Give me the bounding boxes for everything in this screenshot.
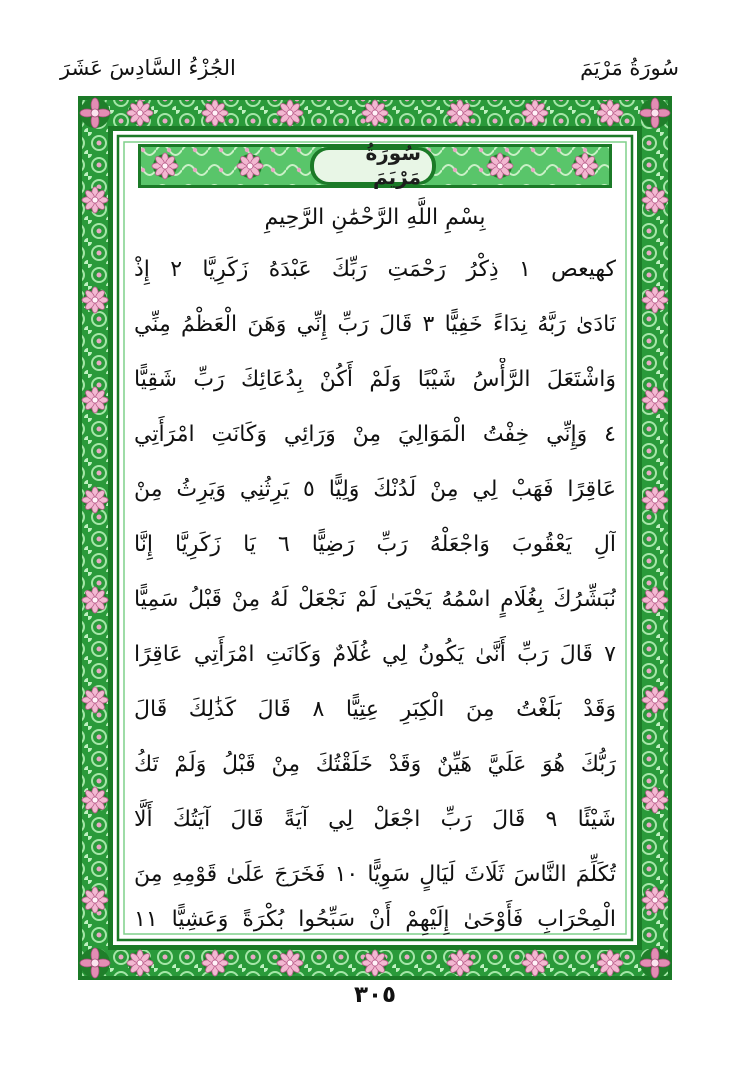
verse-line-12: تُكَلِّمَ النَّاسَ ثَلَاثَ لَيَالٍ سَوِيًّا ١٠ فَخَرَجَ عَلَىٰ قَوْمِهِ مِنَ (134, 862, 616, 887)
verse-line-8: ٧ قَالَ رَبِّ أَنَّىٰ يَكُونُ لِي غُلَامٌ وَكَانَتِ امْرَأَتِي عَاقِرًا (134, 642, 616, 667)
page-number: ٣٠٥ (353, 982, 397, 1008)
verse-line-4: ٤ وَإِنِّي خِفْتُ الْمَوَالِيَ مِنْ وَرَائِي وَكَانَتِ امْرَأَتِي (134, 422, 616, 447)
basmala: بِسْمِ اللَّهِ الرَّحْمَٰنِ الرَّحِيمِ (264, 205, 486, 230)
verse-line-1: كهيعص ١ ذِكْرُ رَحْمَتِ رَبِّكَ عَبْدَهُ زَكَرِيَّا ٢ إِذْ (134, 257, 616, 282)
surah-title: سُورَةُ مَرْيَمَ (365, 141, 421, 189)
verse-line-7: نُبَشِّرُكَ بِغُلَامٍ اسْمُهُ يَحْيَىٰ لَمْ نَجْعَلْ لَهُ مِنْ قَبْلُ سَمِيًّا (134, 587, 616, 612)
verse-line-13: الْمِحْرَابِ فَأَوْحَىٰ إِلَيْهِمْ أَنْ سَبِّحُوا بُكْرَةً وَعَشِيًّا ١١ (134, 907, 616, 932)
verse-line-2: نَادَىٰ رَبَّهُ نِدَاءً خَفِيًّا ٣ قَالَ رَبِّ إِنِّي وَهَنَ الْعَظْمُ مِنِّي (134, 312, 616, 337)
verse-line-3: وَاشْتَعَلَ الرَّأْسُ شَيْبًا وَلَمْ أَكُنْ بِدُعَائِكَ رَبِّ شَقِيًّا (134, 367, 616, 392)
verse-line-5: عَاقِرًا فَهَبْ لِي مِنْ لَدُنْكَ وَلِيًّا ٥ يَرِثُنِي وَيَرِثُ مِنْ (134, 477, 616, 502)
verse-line-10: رَبُّكَ هُوَ عَلَيَّ هَيِّنٌ وَقَدْ خَلَقْتُكَ مِنْ قَبْلُ وَلَمْ تَكُ (134, 752, 616, 777)
verse-line-11: شَيْئًا ٩ قَالَ رَبِّ اجْعَلْ لِي آيَةً قَالَ آيَتُكَ أَلَّا (134, 807, 616, 832)
surah-name-header: سُورَةُ مَرْيَمَ (580, 56, 679, 80)
juz-name-header: الجُزْءُ السَّادِسَ عَشَرَ (60, 56, 236, 80)
verse-line-6: آلِ يَعْقُوبَ وَاجْعَلْهُ رَبِّ رَضِيًّا ٦ يَا زَكَرِيَّا إِنَّا (134, 532, 616, 557)
verse-line-9: وَقَدْ بَلَغْتُ مِنَ الْكِبَرِ عِتِيًّا ٨ قَالَ كَذَٰلِكَ قَالَ (134, 697, 616, 722)
